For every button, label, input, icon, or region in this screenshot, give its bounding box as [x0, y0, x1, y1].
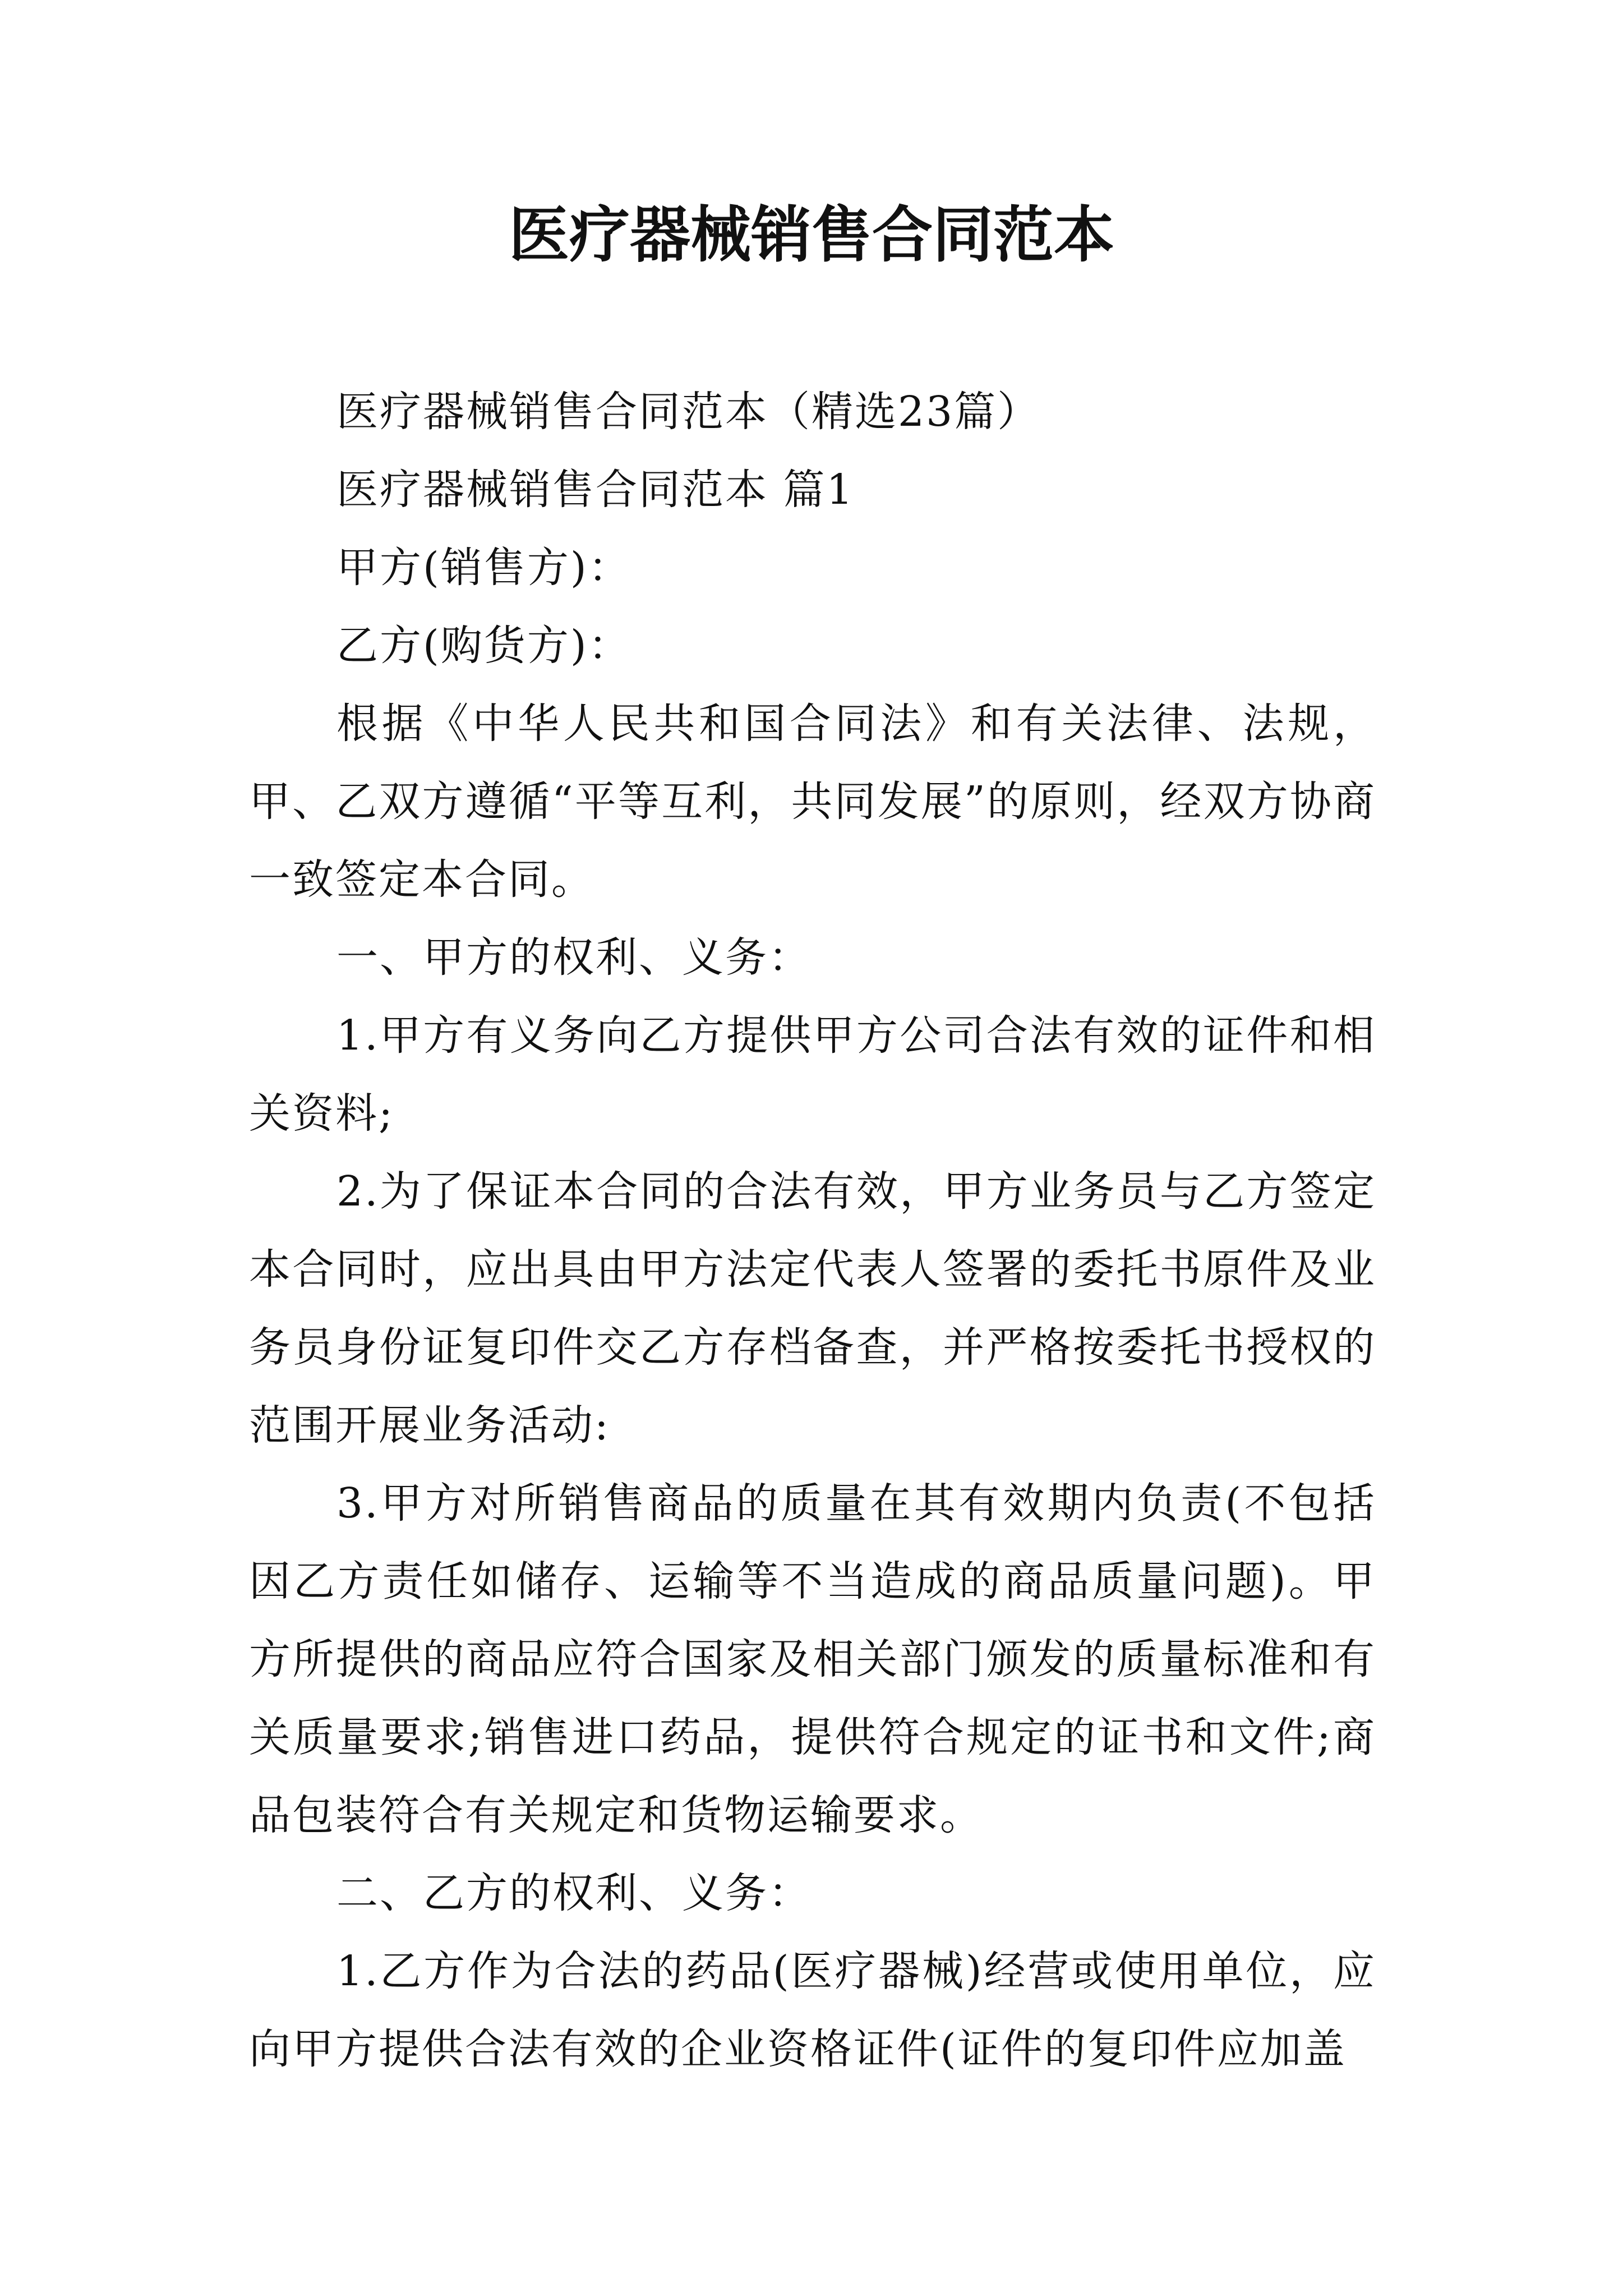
clause-b-1: 1.乙方作为合法的药品(医疗器械)经营或使用单位，应向甲方提供合法有效的企业资格证件(证件的复印件应加盖	[249, 1947, 1376, 2073]
section-heading-article-1: 医疗器械销售合同范本 篇1	[336, 466, 855, 514]
party-b-line: 乙方(购货方)：	[336, 622, 631, 670]
document-body	[249, 373, 1376, 2088]
subtitle-paragraph: 医疗器械销售合同范本（精选23篇）	[336, 388, 1041, 436]
clause-a-1: 1.甲方有义务向乙方提供甲方公司合法有效的证件和相关资料;	[249, 1011, 1376, 1138]
preamble-paragraph: 根据《中华人民共和国合同法》和有关法律、法规，甲、乙双方遵循“平等互利，共同发展”的原则，经双方协商一致签定本合同。	[249, 700, 1376, 904]
clause-a-2: 2.为了保证本合同的合法有效，甲方业务员与乙方签定本合同时，应出具由甲方法定代表人签署的委托书原件及业务员身份证复印件交乙方存档备查，并严格按委托书授权的范围开展业务活动:	[249, 1167, 1376, 1450]
document-title: 医疗器械销售合同范本	[508, 200, 1114, 270]
section-heading-party-b-rights: 二、乙方的权利、义务：	[336, 1869, 811, 1917]
section-heading-party-a-rights: 一、甲方的权利、义务：	[336, 933, 811, 982]
party-a-line: 甲方(销售方)：	[336, 544, 631, 592]
clause-a-3: 3.甲方对所销售商品的质量在其有效期内负责(不包括因乙方责任如储存、运输等不当造成的商品质量问题)。甲方所提供的商品应符合国家及相关部门颁发的质量标准和有关质量要求;销售进口药品，提供符合规定的证书和文件;商品包装符合有关规定和货物运输要求。	[249, 1479, 1376, 1839]
